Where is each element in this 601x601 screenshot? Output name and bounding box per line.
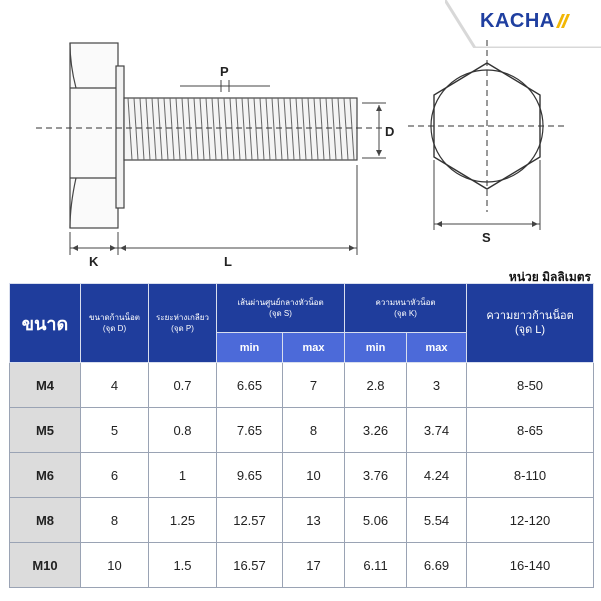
bolt-head-side [70,43,118,228]
cell-p: 1 [149,453,217,498]
cell-k-max: 3 [407,363,467,408]
cell-p: 1.25 [149,498,217,543]
header-length [467,284,594,363]
bolt-washer-face [116,66,124,208]
cell-d: 5 [81,408,149,453]
table-row [10,408,594,453]
dimension-label-d: D [385,124,395,139]
cell-length: 8-50 [467,363,594,408]
cell-p: 0.8 [149,408,217,453]
table-row [10,363,594,408]
header-shank-diameter [81,284,149,363]
cell-k-min: 3.26 [345,408,407,453]
dimension-label-s: S [482,230,491,245]
header-head-height-line1: ความหนาหัวน็อต [375,298,436,307]
cell-s-max: 8 [283,408,345,453]
table-row [10,498,594,543]
cell-size: M5 [10,408,81,453]
cell-s-min: 7.65 [217,408,283,453]
cell-d: 6 [81,453,149,498]
cell-s-min: 16.57 [217,543,283,588]
header-thread-pitch [149,284,217,363]
cell-size: M10 [10,543,81,588]
cell-size: M4 [10,363,81,408]
header-head-height [345,284,467,333]
cell-s-min: 9.65 [217,453,283,498]
cell-s-min: 12.57 [217,498,283,543]
dimension-label-k: K [89,254,99,269]
table-row [10,453,594,498]
header-across-flats-line1: เส้นผ่านศูนย์กลางหัวน็อต [237,298,324,307]
header-pitch-line2: (จุด P) [171,324,194,333]
cell-s-min: 6.65 [217,363,283,408]
cell-length: 8-65 [467,408,594,453]
cell-k-max: 3.74 [407,408,467,453]
cell-s-max: 13 [283,498,345,543]
cell-k-min: 6.11 [345,543,407,588]
cell-length: 12-120 [467,498,594,543]
header-s-min: min [217,333,283,363]
cell-k-min: 5.06 [345,498,407,543]
bolt-spec-table [9,283,594,588]
header-shank-line1: ขนาดก้านน็อต [89,313,140,322]
cell-p: 0.7 [149,363,217,408]
header-shank-line2: (จุด D) [102,324,127,333]
cell-k-max: 5.54 [407,498,467,543]
header-length-line1: ความยาวก้านน็อต [486,310,574,322]
header-across-flats-line2: (จุด S) [269,309,292,318]
brand-logo-text: KACHA [480,10,555,32]
header-pitch-line1: ระยะห่างเกลียว [156,313,209,322]
unit-note: หน่วย มิลลิเมตร [508,270,591,284]
cell-s-max: 17 [283,543,345,588]
cell-d: 4 [81,363,149,408]
cell-s-max: 7 [283,363,345,408]
dimension-label-l: L [224,254,232,269]
header-across-flats [217,284,345,333]
header-length-line2: (จุด L) [514,324,546,336]
cell-p: 1.5 [149,543,217,588]
cell-k-max: 4.24 [407,453,467,498]
table-row [10,543,594,588]
cell-d: 10 [81,543,149,588]
header-k-min: min [345,333,407,363]
header-size: ขนาด [10,284,81,363]
cell-k-min: 3.76 [345,453,407,498]
dimension-label-p: P [220,64,229,79]
cell-s-max: 10 [283,453,345,498]
header-s-max: max [283,333,345,363]
header-head-height-line2: (จุด K) [394,309,417,318]
cell-size: M6 [10,453,81,498]
cell-size: M8 [10,498,81,543]
cell-k-min: 2.8 [345,363,407,408]
cell-k-max: 6.69 [407,543,467,588]
bolt-technical-drawing [0,0,601,270]
cell-length: 8-110 [467,453,594,498]
header-k-max: max [407,333,467,363]
cell-d: 8 [81,498,149,543]
cell-length: 16-140 [467,543,594,588]
